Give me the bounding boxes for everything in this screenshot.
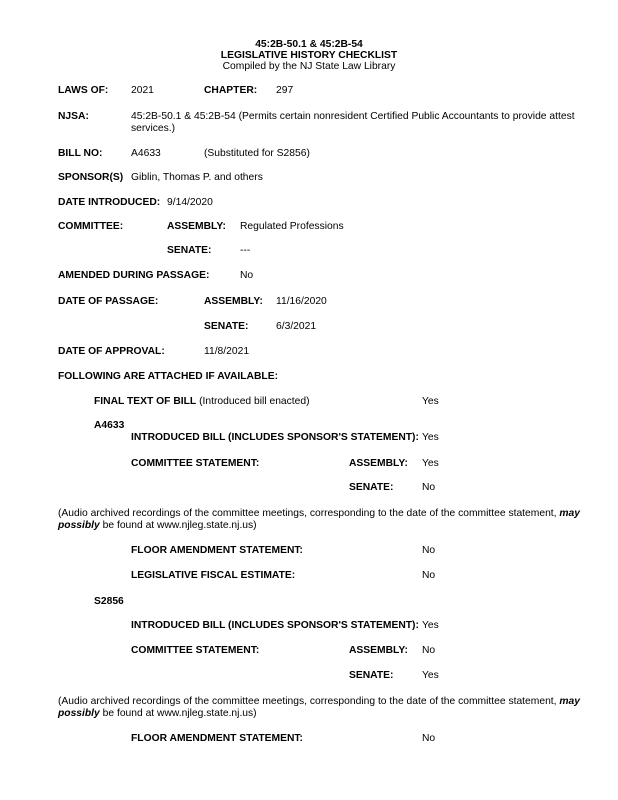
committee-label: COMMITTEE: <box>58 221 124 232</box>
s2856-committee-label: COMMITTEE STATEMENT: <box>131 645 260 656</box>
s2856-assembly-label: ASSEMBLY: <box>349 645 408 656</box>
date-introduced-value: 9/14/2020 <box>167 197 213 208</box>
final-text-note: (Introduced bill enacted) <box>196 396 310 407</box>
committee-assembly-value: Regulated Professions <box>240 221 344 232</box>
a4633-floor-value: No <box>422 545 436 556</box>
a4633-introduced-label: INTRODUCED BILL (INCLUDES SPONSOR'S STATEMENT): <box>131 432 419 443</box>
a4633-introduced-value: Yes <box>422 432 439 443</box>
s2856-floor-value: No <box>422 733 436 744</box>
chapter-value: 297 <box>276 85 294 96</box>
date-introduced-label: DATE INTRODUCED: <box>58 197 161 208</box>
a4633-committee-label: COMMITTEE STATEMENT: <box>131 458 260 469</box>
chapter-label: CHAPTER: <box>204 85 258 96</box>
committee-assembly-label: ASSEMBLY: <box>167 221 226 232</box>
a4633-audio-possibly: possibly <box>58 520 100 531</box>
sponsors-value: Giblin, Thomas P. and others <box>131 172 263 183</box>
s2856-senate-value: Yes <box>422 670 439 681</box>
njsa-label: NJSA: <box>58 111 89 122</box>
s2856-introduced-label: INTRODUCED BILL (INCLUDES SPONSOR'S STATEMENT): <box>131 620 419 631</box>
passage-assembly-label: ASSEMBLY: <box>204 296 263 307</box>
s2856-audio-post: be found at www.njleg.state.nj.us) <box>99 708 257 719</box>
final-text-row <box>94 396 310 408</box>
s2856-audio-pre: (Audio archived recordings of the committee meetings, corresponding to the date of the committee statement, <box>58 696 560 707</box>
s2856-floor-label: FLOOR AMENDMENT STATEMENT: <box>131 733 303 744</box>
passage-label: DATE OF PASSAGE: <box>58 296 159 307</box>
amended-value: No <box>240 270 254 281</box>
s2856-senate-label: SENATE: <box>349 670 394 681</box>
a4633-senate-label: SENATE: <box>349 482 394 493</box>
final-text-label: FINAL TEXT OF BILL <box>94 396 197 407</box>
s2856-introduced-value: Yes <box>422 620 439 631</box>
a4633-audio-pre: (Audio archived recordings of the committee meetings, corresponding to the date of the committee statement, <box>58 508 560 519</box>
a4633-audio-note-line2 <box>58 520 257 532</box>
bill-no-note: (Substituted for S2856) <box>204 148 310 159</box>
bill-no-value: A4633 <box>131 148 161 159</box>
a4633-audio-post: be found at www.njleg.state.nj.us) <box>99 520 257 531</box>
laws-of-value: 2021 <box>131 85 154 96</box>
committee-senate-label: SENATE: <box>167 245 212 256</box>
doc-title: 45:2B-50.1 & 45:2B-54 <box>255 39 363 50</box>
a4633-fiscal-value: No <box>422 570 436 581</box>
njsa-value-line2: services.) <box>131 123 176 134</box>
compiled-by: Compiled by the NJ State Law Library <box>222 61 396 72</box>
s2856-audio-note-line2 <box>58 708 257 720</box>
passage-assembly-value: 11/16/2020 <box>276 296 327 307</box>
a4633-assembly-value: Yes <box>422 458 439 469</box>
attached-heading: FOLLOWING ARE ATTACHED IF AVAILABLE: <box>58 371 279 382</box>
njsa-value-line1: 45:2B-50.1 & 45:2B-54 (Permits certain nonresident Certified Public Accountants to provide attest <box>131 111 575 122</box>
committee-senate-value: --- <box>240 245 251 256</box>
s2856-audio-note-line1 <box>58 696 580 708</box>
s2856-audio-possibly: possibly <box>58 708 100 719</box>
a4633-assembly-label: ASSEMBLY: <box>349 458 408 469</box>
a4633-audio-may: may <box>559 508 580 519</box>
doc-subtitle: LEGISLATIVE HISTORY CHECKLIST <box>220 50 398 61</box>
a4633-audio-note-line1 <box>58 508 580 520</box>
passage-senate-value: 6/3/2021 <box>276 321 317 332</box>
amended-label: AMENDED DURING PASSAGE: <box>58 270 210 281</box>
a4633-bill-label: A4633 <box>94 420 125 431</box>
s2856-assembly-value: No <box>422 645 436 656</box>
bill-no-label: BILL NO: <box>58 148 103 159</box>
a4633-fiscal-label: LEGISLATIVE FISCAL ESTIMATE: <box>131 570 296 581</box>
approval-label: DATE OF APPROVAL: <box>58 346 165 357</box>
a4633-senate-value: No <box>422 482 436 493</box>
a4633-floor-label: FLOOR AMENDMENT STATEMENT: <box>131 545 303 556</box>
s2856-bill-label: S2856 <box>94 596 124 607</box>
s2856-audio-may: may <box>559 696 580 707</box>
sponsors-label: SPONSOR(S) <box>58 172 124 183</box>
final-text-value: Yes <box>422 396 439 407</box>
laws-of-label: LAWS OF: <box>58 85 109 96</box>
approval-value: 11/8/2021 <box>204 346 250 357</box>
passage-senate-label: SENATE: <box>204 321 249 332</box>
